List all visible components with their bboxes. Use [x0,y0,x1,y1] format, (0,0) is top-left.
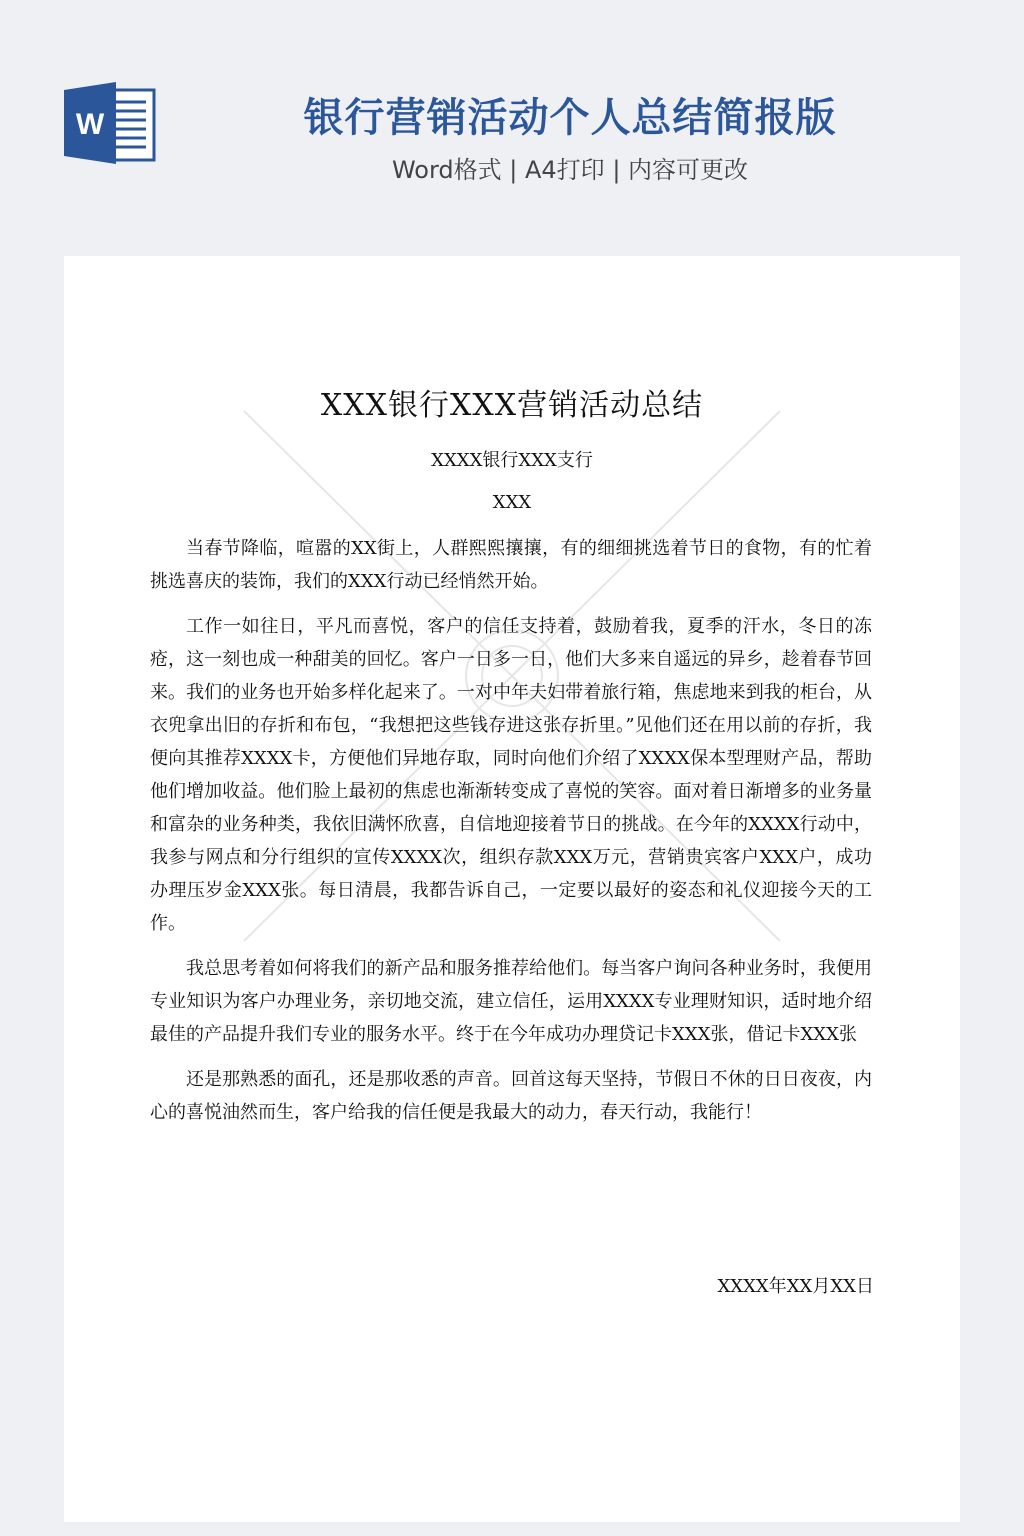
document-branch: XXXX银行XXX支行 [431,450,593,471]
paragraph: 我总思考着如何将我们的新产品和服务推荐给他们。每当客户询问各种业务时，我便用专业知识为客户办理业务，亲切地交流，建立信任，运用XXXX专业理财知识，适时地介绍最佳的产品提升我们专业的服务水平。终于在今年成功办理贷记卡XXX张，借记卡XXX张 [150,958,872,1045]
word-logo-letter: W [75,108,105,141]
document-title: XXX银行XXX营销活动总结 [320,388,704,423]
document-author: XXX [492,492,532,513]
page-title: 银行营销活动个人总结简报版 [303,95,837,141]
document-page [64,256,960,1522]
paragraph: 工作一如往日，平凡而喜悦，客户的信任支持着，鼓励着我，夏季的汗水，冬日的冻疮，这一刻也成一种甜美的回忆。客户一日多一日，他们大多来自遥远的异乡，趁着春节回来。我们的业务也开始多样化起来了。一对中年夫妇带着旅行箱，焦虑地来到我的柜台，从衣兜拿出旧的存折和布包，“我想把这些钱存进这张存折里。”见他们还在用以前的存折，我便向其推荐XXXX卡，方便他们异地存取，同时向他们介绍了XXXX保本型理财产品，帮助他们增加收益。他们脸上最初的焦虑也渐渐转变成了喜悦的笑容。面对着日渐增多的业务量和富杂的业务种类，我依旧满怀欣喜，自信地迎接着节日的挑战。在今年的XXXX行动中，我参与网点和分行组织的宣传XXXX次，组织存款XXX万元，营销贵宾客户XXX户，成功办理压岁金XXX张。每日清晨，我都告诉自己，一定要以最好的姿态和礼仪迎接今天的工作。 [150,616,872,934]
document-date: XXXX年XX月XX日 [717,1276,874,1297]
page-subtitle: Word格式 | A4打印 | 内容可更改 [391,156,749,184]
paragraph: 还是那熟悉的面孔，还是那收悉的声音。回首这每天坚持，节假日不休的日日夜夜，内心的喜悦油然而生，客户给我的信任便是我最大的动力，春天行动，我能行！ [150,1069,872,1123]
word-document-icon [64,82,156,164]
page-header [0,0,1024,256]
paragraph: 当春节降临，喧嚣的XX街上，人群熙熙攘攘，有的细细挑选着节日的食物，有的忙着挑选喜庆的装饰，我们的XXX行动已经悄然开始。 [150,538,872,592]
document-body [150,532,872,1141]
